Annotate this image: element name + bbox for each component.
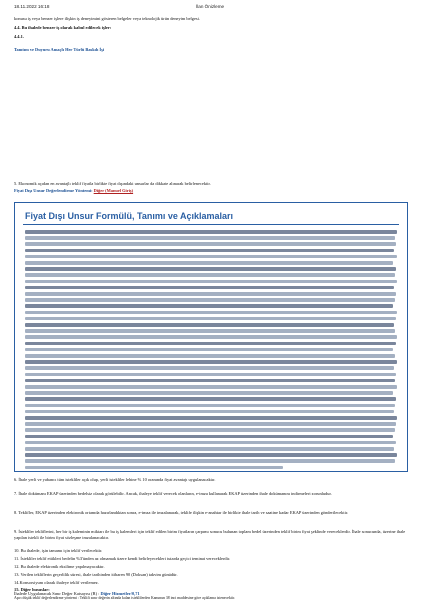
item-12: 12. Bu ihalede elektronik eksiltme yapılmayacaktır. <box>14 564 105 569</box>
formula-text-line <box>25 242 396 246</box>
formula-text-line <box>25 360 397 364</box>
section5-text: 5. Ekonomik açıdan en avantajlı teklif fiyatla birlikte fiyat dışındaki unsurlar da dikkate alınarak belirlenecektir. <box>14 181 211 186</box>
formula-text-line <box>25 379 395 383</box>
formula-text-line <box>25 230 397 234</box>
item-6: 6. İhale yerli ve yabancı tüm istekliler açık olup, yerli istekliler lehine % 10 oranında fiyat avantajı uygulanacaktır. <box>14 477 216 482</box>
formula-text-line <box>25 391 393 395</box>
formula-text-line <box>25 323 394 327</box>
formula-text-line <box>25 342 396 346</box>
similar-work-heading: 4.4. Bu ihalede benzer iş olarak kabul edilecek işler: <box>14 25 112 30</box>
formula-text-line <box>25 317 396 321</box>
formula-text-line <box>25 249 394 253</box>
item-8: 8. Teklifler, EKAP üzerinden elektronik ortamda hazırlandıktan sonra, e-imza ile imzalanarak, teklife ilişkin e-anahtar ile birlikte ihale tarih ve saatine kadar EKAP üzerinden gönderilecektir. <box>14 510 349 515</box>
formula-text-line <box>25 459 395 463</box>
formula-text-line <box>25 311 397 315</box>
formula-text-line <box>25 447 394 451</box>
formula-text-line <box>25 348 393 352</box>
formula-text-line <box>25 410 394 414</box>
similar-work-link[interactable]: Tanıtım ve Duyuru Amaçlı Her Türlü Baskılı İşi <box>14 47 105 52</box>
formula-text-line <box>25 435 393 439</box>
item-14: 14.Konsorsiyum olarak ihaleye teklif verilemez. <box>14 580 99 585</box>
formula-box-title: Fiyat Dışı Unsur Formülü, Tanımı ve Açıklamaları <box>25 211 234 221</box>
formula-text-line <box>25 441 396 445</box>
formula-text-line <box>25 292 396 296</box>
formula-text-line <box>25 335 397 339</box>
formula-text-line <box>25 329 395 333</box>
formula-box <box>14 202 408 472</box>
item-13: 13. Verilen tekliflerin geçerlilik süresi, ihale tarihinden itibaren 90 (Doksan) takvim günüdür. <box>14 572 178 577</box>
formula-text-line <box>25 267 396 271</box>
formula-text-line <box>25 286 394 290</box>
formula-text-line <box>25 385 397 389</box>
formula-text-line <box>25 466 283 470</box>
formula-text-line <box>25 236 395 240</box>
formula-text-line <box>25 280 397 284</box>
item-10: 10. Bu ihalede, işin tamamı için teklif verilecektir. <box>14 548 103 553</box>
formula-text-line <box>25 428 395 432</box>
formula-text-line <box>25 373 396 377</box>
print-title: İlan Önizleme <box>196 4 225 9</box>
item-9: 9. İstekliler tekliflerini, her bir iş kaleminin miktarı ile bu iş kalemleri için teklif edilen birim fiyatların çarpımı sonucu bulunan toplam bedel üzerinden teklif birim fiyat şeklinde vereceklerdir. İhale sonucunda, üzerine ihale yapılan istekli ile birim fiyat sözleşme imzalanacaktır. <box>14 529 406 540</box>
print-datetime: 18.11.2022 16:18 <box>14 4 50 9</box>
similar-work-number: 4.4.1. <box>14 34 24 39</box>
formula-box-divider <box>23 224 399 225</box>
evaluation-method <box>14 188 133 194</box>
item-11: 11. İstekliler teklif ettikleri bedelin %3'ünden az olmamak üzere kendi belirleyecekleri tutarda geçici teminat vereceklerdir. <box>14 556 231 561</box>
formula-text-line <box>25 422 396 426</box>
formula-text-line <box>25 273 395 277</box>
formula-text-line <box>25 298 395 302</box>
item-15-heading: 15. Diğer hususlar: <box>14 587 50 592</box>
item-7: 7. İhale dokümanı EKAP üzerinden bedelsiz olarak görülebilir. Ancak, ihaleye teklif verecek olanların, e-imza kullanarak EKAP üzerinden ihale dokümanını indirmeleri zorunludur. <box>14 491 332 496</box>
formula-text-line <box>25 453 397 457</box>
formula-text-line <box>25 354 395 358</box>
formula-text-line <box>25 366 394 370</box>
evaluation-method-value: Diğer (Manuel Giriş) <box>93 188 134 193</box>
formula-text-line <box>25 397 396 401</box>
formula-text-line <box>25 404 395 408</box>
formula-text-line <box>25 261 393 265</box>
item-15-line2: Aşırı düşük teklif değerlendirme yöntemi : Teklifi sınır değerin altında kalan isteklilerden Kanunun 38 inci maddesine göre açıklama istenecektir. <box>14 596 235 600</box>
threshold-label: İhalede Uygulanacak Sınır Değer Katsayısı (R) : <box>14 591 100 596</box>
formula-text-line <box>25 304 393 308</box>
formula-text-line <box>25 416 397 420</box>
formula-text-line <box>25 255 397 259</box>
threshold-value: Diğer Hizmetler/0,71 <box>100 591 140 596</box>
evaluation-method-label: Fiyat Dışı Unsur Değerlendirme Yöntemi: <box>14 188 93 193</box>
experience-doc-line: konusu iş veya benzer işlere ilişkin iş deneyimini gösteren belgeler veya teknolojik ürün deneyim belgesi. <box>14 16 200 21</box>
